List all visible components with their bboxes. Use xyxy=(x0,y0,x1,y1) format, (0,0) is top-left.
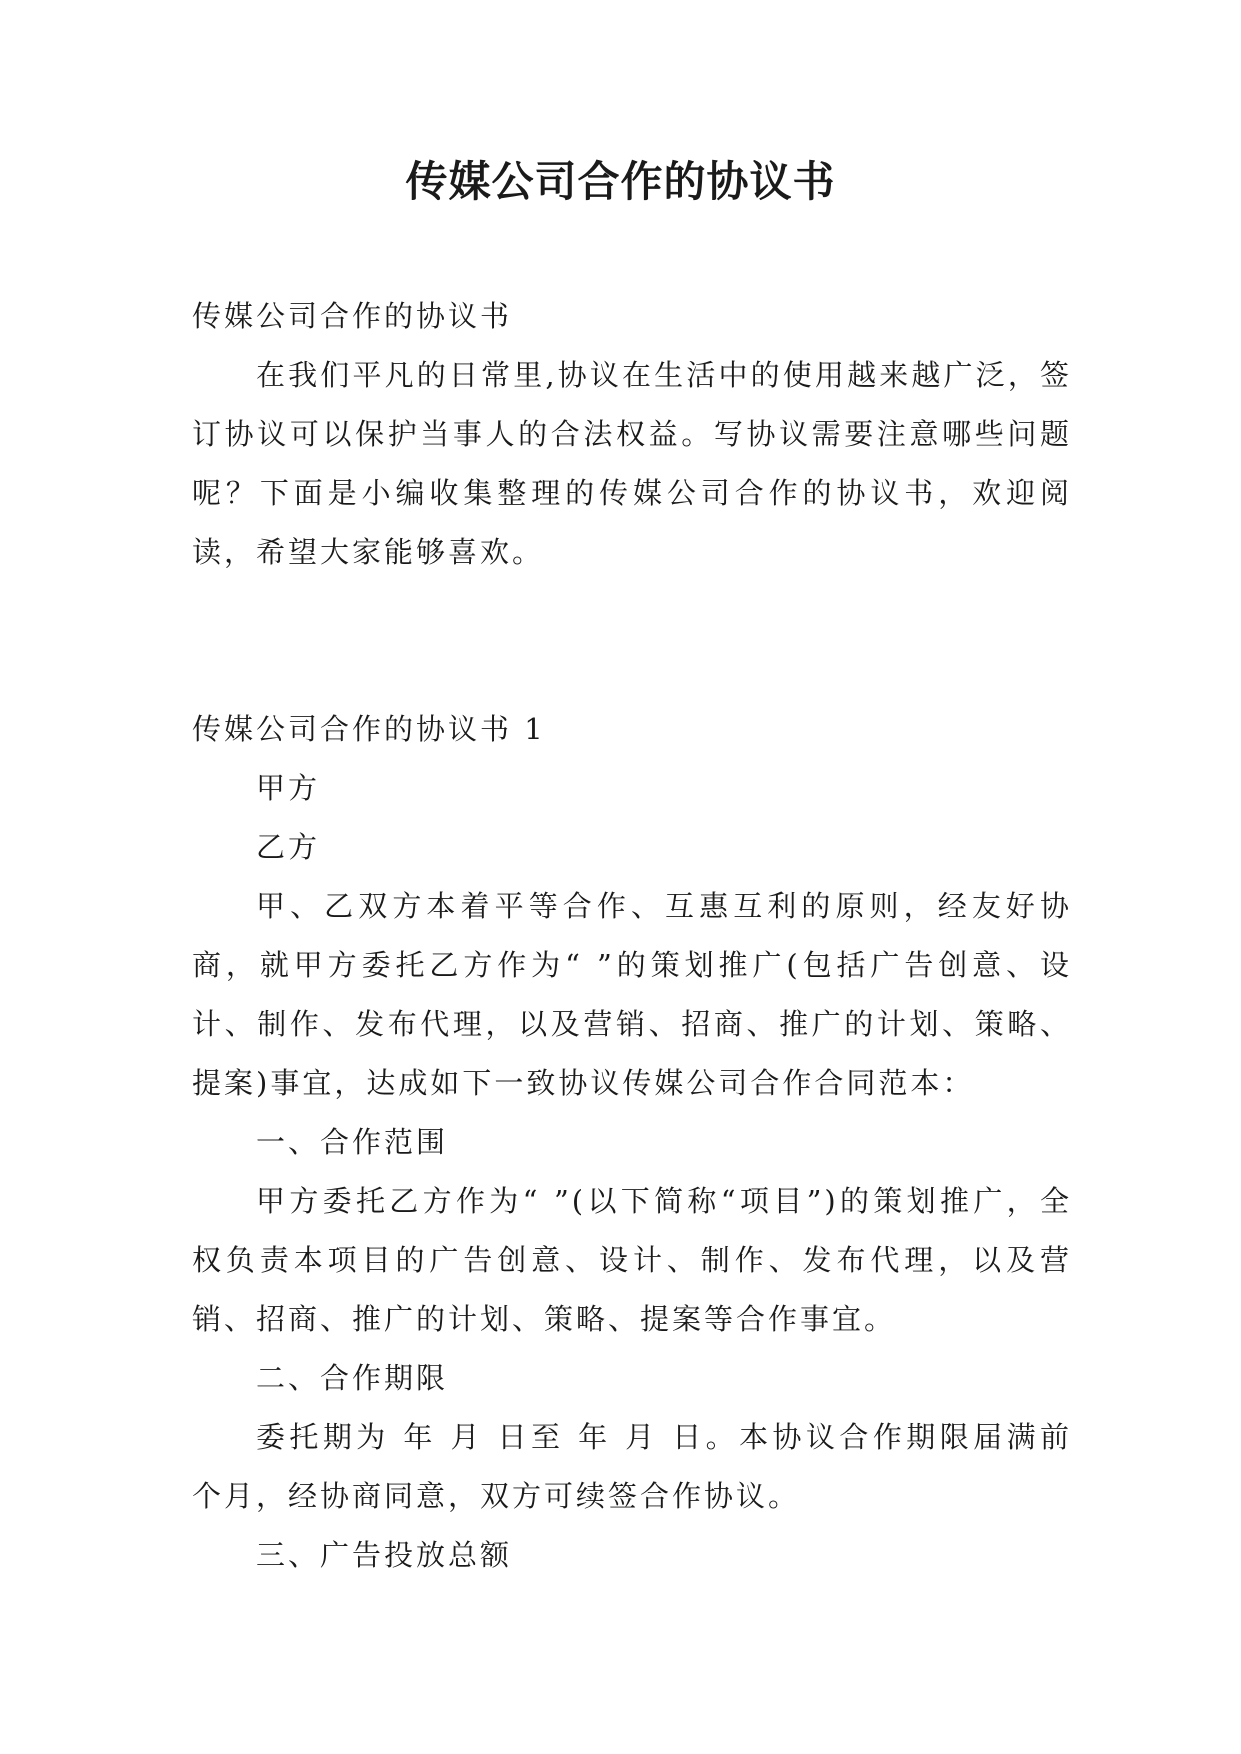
clause-heading-term: 二、合作期限 xyxy=(256,1361,449,1395)
preamble-paragraph: 甲、乙双方本着平等合作、互惠互利的原则，经友好协商，就甲方委托乙方作为“ ”的策划推广(包括广告创意、设计、制作、发布代理，以及营销、招商、推广的计划、策略、提案)事宜，达成如下一致协议传媒公司合作合同范本： xyxy=(192,889,1072,1100)
document-title: 传媒公司合作的协议书 xyxy=(405,157,836,206)
clause-heading-scope: 一、合作范围 xyxy=(256,1125,449,1159)
section-spacer xyxy=(192,582,1072,700)
party-a-line: 甲方 xyxy=(256,771,321,805)
document-body xyxy=(192,287,1072,1585)
party-b-line: 乙方 xyxy=(256,830,321,864)
clause-body-term: 委托期为 年 月 日至 年 月 日。本协议合作期限届满前 个月，经协商同意，双方可续签合作协议。 xyxy=(192,1420,1072,1513)
subtitle-paragraph: 传媒公司合作的协议书 xyxy=(192,299,513,333)
intro-paragraph: 在我们平凡的日常里,协议在生活中的使用越来越广泛，签订协议可以保护当事人的合法权益。写协议需要注意哪些问题呢？下面是小编收集整理的传媒公司合作的协议书，欢迎阅读，希望大家能够喜欢。 xyxy=(192,358,1072,569)
clause-heading-ad-budget: 三、广告投放总额 xyxy=(256,1538,513,1572)
section-heading: 传媒公司合作的协议书 1 xyxy=(192,712,546,746)
clause-body-scope: 甲方委托乙方作为“ ”(以下简称“项目”)的策划推广，全权负责本项目的广告创意、设计、制作、发布代理，以及营销、招商、推广的计划、策略、提案等合作事宜。 xyxy=(192,1184,1072,1336)
